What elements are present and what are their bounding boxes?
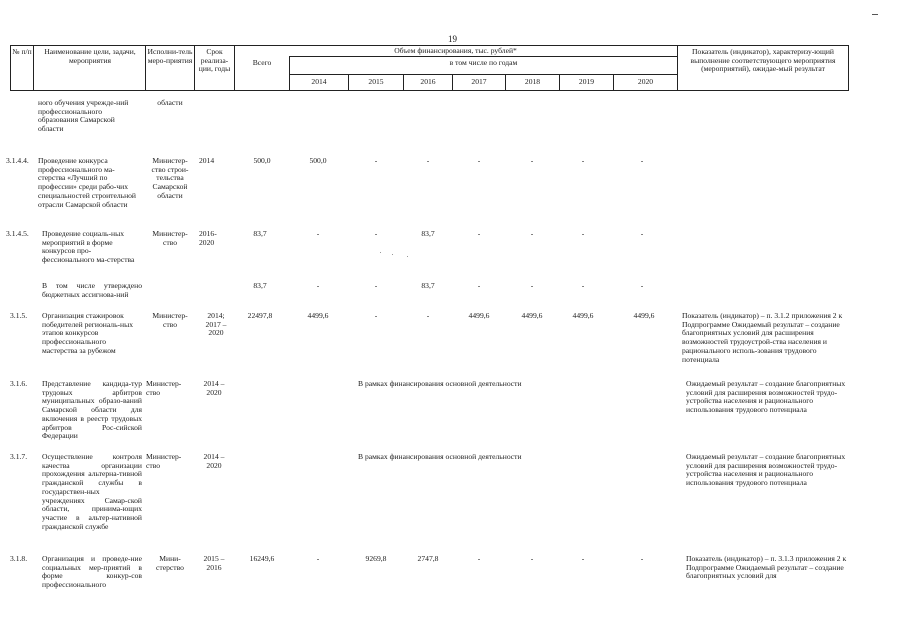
row-funding-note: В рамках финансирования основной деятельности	[358, 379, 522, 388]
row-value: -	[426, 156, 430, 165]
row-value: -	[477, 554, 481, 563]
header-year: 2016	[420, 77, 436, 86]
header-year: 2014	[311, 77, 327, 86]
header-year: 2019	[578, 77, 595, 86]
row-total: 16249,6	[249, 554, 275, 563]
row-value: 83,7	[421, 229, 435, 238]
header-year: 2020	[637, 77, 654, 86]
row-value: -	[477, 156, 481, 165]
row-executor: Мини-стерство	[156, 554, 184, 572]
row-value: -	[581, 554, 585, 563]
row-executor: Министер-ство	[152, 229, 188, 247]
header-vline	[33, 45, 34, 91]
row-value: -	[640, 554, 644, 563]
row-value: -	[581, 281, 585, 290]
row-value: -	[530, 281, 534, 290]
row-executor: Министер-ство	[146, 452, 182, 470]
row-number: 3.1.4.4.	[6, 156, 29, 165]
row-executor: Министер-ство строи-тельства Самарской области	[151, 156, 189, 200]
row-name: Проведение социаль-ных мероприятий в форме конкурсов про-фессионального ма-стерства	[42, 229, 135, 265]
header-bottom-border	[10, 90, 848, 91]
row-term: 2016-2020	[199, 229, 217, 247]
row-number: 3.1.7.	[10, 452, 28, 461]
row-value: -	[316, 229, 320, 238]
header-year: 2018	[524, 77, 541, 86]
row-name: ного обучения учрежде-ний профессионального образования Самарской области	[38, 98, 129, 134]
row-funding-note: В рамках финансирования основной деятельности	[358, 452, 522, 461]
row-executor: Министер-ство	[152, 311, 188, 329]
row-value: 4499,6	[521, 311, 543, 320]
header-term: Срок реализа-ции, годы	[198, 47, 231, 73]
page-number: 19	[448, 34, 457, 44]
row-value: 4499,6	[468, 311, 490, 320]
row-value: 4499,6	[633, 311, 655, 320]
header-num: № п/п	[12, 47, 32, 56]
row-indicator: Ожидаемый результат – создание благоприятных условий для расширения возможностей трудо-устройства населения и рационального использования трудового потенциала	[686, 379, 846, 415]
row-total: 83,7	[253, 281, 267, 290]
row-value: -	[316, 281, 320, 290]
header-executor: Исполни-тель меро-приятия	[147, 47, 193, 65]
row-executor: области	[157, 98, 183, 107]
row-value: -	[316, 554, 320, 563]
header-vline	[848, 45, 849, 91]
row-term: 2014; 2017 – 2020	[205, 311, 227, 338]
row-number: 3.1.6.	[10, 379, 28, 388]
row-name: Организация стажировок победителей региональ-ных этапов конкурсов профессионального мастерства за рубежом	[42, 311, 134, 355]
row-term: 2015 – 2016	[203, 554, 225, 572]
corner-mark	[872, 14, 878, 15]
row-value: -	[374, 229, 378, 238]
row-value: 83,7	[421, 281, 435, 290]
row-value: -	[581, 156, 585, 165]
row-value: 2747,8	[417, 554, 439, 563]
row-term: 2014	[199, 156, 215, 165]
row-name: В том числе утверждено бюджетных ассигнова-ний	[42, 281, 142, 299]
row-number: 3.1.8.	[10, 554, 28, 563]
row-name: Осуществление контроля качества организации прохождения альтерна-тивной гражданской службы в государствен-ных учреждениях Самар-ской области, принима-ющих участие в альтер-нативной гражданской службе	[42, 452, 142, 531]
header-vline	[677, 45, 678, 91]
row-name: Организация и проведе-ние социальных мер-приятий в форме конкур-сов профессионального	[42, 554, 142, 590]
header-year: 2017	[471, 77, 487, 86]
row-total: 22497,8	[247, 311, 273, 320]
row-value: -	[477, 281, 481, 290]
header-funding: Объем финансирования, тыс. рублей*	[394, 46, 517, 55]
row-name: Проведение конкурса профессионального ма-стерства «Лучший по профессии» среди рабо-чих специальностей строительной отрасли Самарской области	[38, 156, 136, 209]
row-value: -	[530, 554, 534, 563]
header-indicator: Показатель (индикатор), характеризу-ющий выполнение соответствующего мероприятия (мероприятий), ожидае-мый результат	[690, 47, 836, 73]
header-year: 2015	[368, 77, 384, 86]
row-value: -	[374, 281, 378, 290]
row-value: -	[581, 229, 585, 238]
row-value: -	[426, 311, 430, 320]
row-number: 3.1.4.5.	[6, 229, 29, 238]
row-term: 2014 – 2020	[203, 452, 225, 470]
row-indicator: Ожидаемый результат – создание благоприятных условий для расширения возможностей трудо-устройства населения и рационального использования трудового потенциала	[686, 452, 846, 488]
row-number: 3.1.5.	[10, 311, 28, 320]
row-indicator: Показатель (индикатор) – п. 3.1.3 приложения 2 к Подпрограмме Ожидаемый результат – создание благоприятных условий для	[686, 554, 847, 581]
header-by-years: в том числе по годам	[449, 58, 518, 67]
header-total: Всего	[252, 58, 272, 67]
row-value: 4499,6	[307, 311, 329, 320]
scan-speck	[407, 256, 408, 257]
row-indicator: Показатель (индикатор) – п. 3.1.2 приложения 2 к Подпрограмме Ожидаемый результат – создание благоприятных условий для расширения возможностей трудоустрой-ства населения и рационального исполь-зования трудового потенциала	[682, 311, 843, 364]
row-value: -	[640, 156, 644, 165]
row-value: -	[374, 311, 378, 320]
scan-speck	[380, 252, 381, 253]
row-value: -	[530, 156, 534, 165]
row-value: 4499,6	[572, 311, 594, 320]
scan-speck	[392, 254, 393, 255]
row-total: 500,0	[253, 156, 271, 165]
row-value: -	[640, 229, 644, 238]
row-term: 2014 – 2020	[203, 379, 225, 397]
row-value: 500,0	[309, 156, 327, 165]
row-value: -	[640, 281, 644, 290]
row-executor: Министер-ство	[146, 379, 182, 397]
row-value: -	[477, 229, 481, 238]
row-value: 9269,8	[365, 554, 387, 563]
header-name: Наименование цели, задачи, мероприятия	[44, 47, 136, 65]
row-name: Представление кандида-тур трудовых арбитров муниципальных образо-ваний Самарской области для включения в реестр трудовых арбитров Рос-сийской Федерации	[42, 379, 142, 441]
row-value: -	[374, 156, 378, 165]
row-value: -	[530, 229, 534, 238]
header-funding-divider	[289, 56, 677, 57]
row-total: 83,7	[253, 229, 267, 238]
